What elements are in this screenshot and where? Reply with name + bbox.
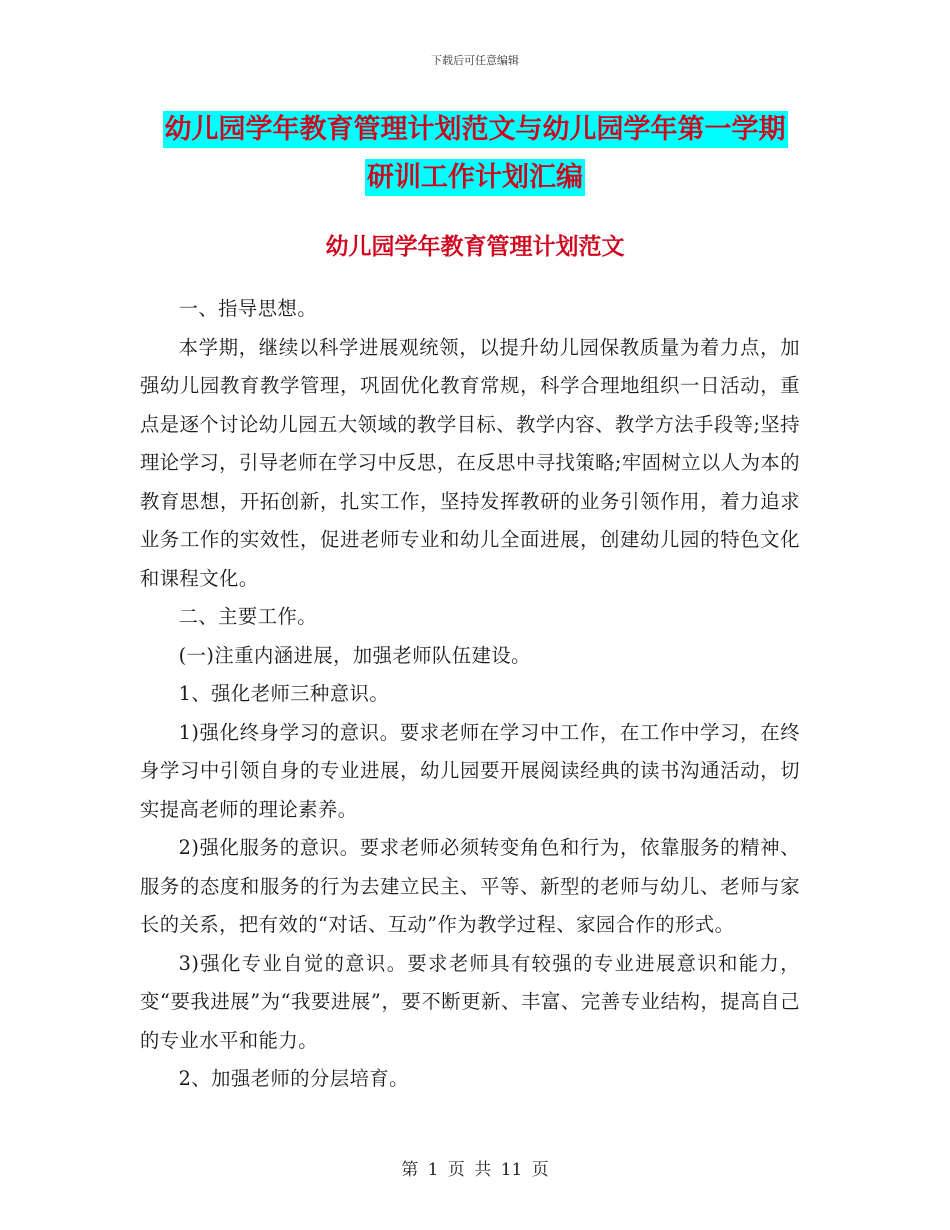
page-number-footer: 第 1 页 共 11 页 (401, 1160, 549, 1180)
paragraph: 1)强化终身学习的意识。要求老师在学习中工作，在工作中学习，在终身学习中引领自身的专业进展，幼儿园要开展阅读经典的读书沟通活动，切实提高老师的理论素养。 (140, 720, 800, 821)
body-text (140, 290, 800, 1099)
document-title (0, 106, 950, 202)
document-title-line-2: 研训工作计划汇编 (365, 159, 585, 196)
document-title-line-1: 幼儿园学年教育管理计划范文与幼儿园学年第一学期 (163, 111, 788, 148)
page-header-note: 下载后可任意编辑 (431, 54, 519, 67)
paragraph: 3)强化专业自觉的意识。要求老师具有较强的专业进展意识和能力，变“要我进展”为“我要进展”，要不断更新、丰富、完善专业结构，提高自己的专业水平和能力。 (140, 951, 800, 1052)
paragraph: (一)注重内涵进展，加强老师队伍建设。 (178, 643, 531, 667)
paragraph: 1、强化老师三种意识。 (178, 682, 390, 705)
paragraph-heading-main-work: 二、主要工作。 (178, 605, 318, 628)
paragraph: 2)强化服务的意识。要求老师必须转变角色和行为，依靠服务的精神、服务的态度和服务的行为去建立民主、平等、新型的老师与幼儿、老师与家长的关系，把有效的“对话、互动”作为教学过程、家园合作的形式。 (140, 836, 800, 936)
paragraph: 2、加强老师的分层培育。 (178, 1067, 409, 1090)
paragraph: 本学期，继续以科学进展观统领，以提升幼儿园保教质量为着力点，加强幼儿园教育教学管理，巩固优化教育常规，科学合理地组织一日活动，重点是逐个讨论幼儿园五大领域的教学目标、教学内容、教学方法手段等;坚持理论学习，引导老师在学习中反思，在反思中寻找策略;牢固树立以人为本的教育思想，开拓创新，扎实工作，坚持发挥教研的业务引领作用，着力追求业务工作的实效性，促进老师专业和幼儿全面进展，创建幼儿园的特色文化和课程文化。 (140, 335, 800, 590)
section-title: 幼儿园学年教育管理计划范文 (325, 233, 625, 260)
paragraph-heading-guiding-thought: 一、指导思想。 (178, 297, 318, 320)
